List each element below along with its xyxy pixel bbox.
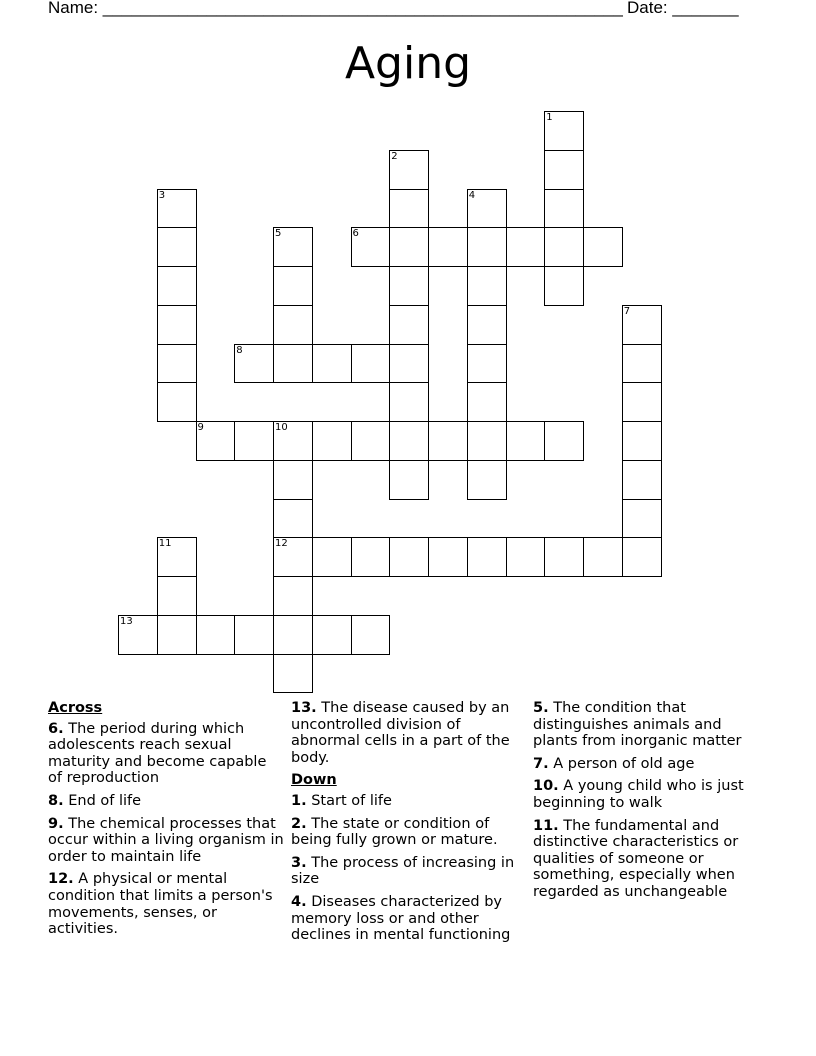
grid-cell[interactable] xyxy=(622,460,662,500)
grid-cell[interactable] xyxy=(312,537,352,577)
name-label: Name: xyxy=(48,0,103,17)
grid-cell[interactable] xyxy=(273,499,313,539)
clue-down-4: 4. Diseases characterized by memory loss or and other declines in mental functioning xyxy=(291,893,511,944)
grid-cell[interactable] xyxy=(467,227,507,267)
clue-down-1: 1. Start of life xyxy=(291,792,392,809)
grid-cell[interactable] xyxy=(312,615,352,655)
grid-cell[interactable] xyxy=(506,421,546,461)
grid-cell[interactable] xyxy=(389,227,429,267)
grid-cell[interactable] xyxy=(467,382,507,422)
grid-cell[interactable] xyxy=(544,111,584,151)
grid-cell[interactable] xyxy=(583,537,623,577)
grid-cell[interactable] xyxy=(118,615,158,655)
grid-cell[interactable] xyxy=(273,576,313,616)
grid-cell[interactable] xyxy=(389,537,429,577)
grid-cell[interactable] xyxy=(389,189,429,229)
clue-number: 13 xyxy=(120,615,133,627)
grid-cell[interactable] xyxy=(389,266,429,306)
grid-cell[interactable] xyxy=(622,305,662,345)
down-heading: Down xyxy=(291,772,337,789)
grid-cell[interactable] xyxy=(157,576,197,616)
grid-cell[interactable] xyxy=(157,382,197,422)
grid-cell[interactable] xyxy=(467,344,507,384)
grid-cell[interactable] xyxy=(622,344,662,384)
clue-number: 3 xyxy=(158,189,166,201)
clue-number: 2 xyxy=(391,150,398,162)
grid-cell[interactable] xyxy=(506,537,546,577)
clue-number: 10 xyxy=(275,422,288,433)
clue-number: 1 xyxy=(546,112,553,123)
clue-across-13: 13. The disease caused by an uncontrolled division of abnormal cells in a part of the body. xyxy=(291,700,510,766)
grid-cell[interactable] xyxy=(273,615,313,655)
grid-cell[interactable] xyxy=(622,382,662,422)
grid-cell[interactable] xyxy=(273,460,313,500)
grid-cell[interactable] xyxy=(544,266,584,306)
grid-cell[interactable] xyxy=(467,460,507,500)
clues-column-1 xyxy=(48,700,284,944)
clue-number: 5 xyxy=(275,228,282,240)
grid-cell[interactable] xyxy=(273,266,313,306)
clue-number: 6 xyxy=(352,228,359,240)
grid-cell[interactable] xyxy=(544,189,584,229)
clue-across-12: 12. A physical or mental condition that limits a person's movements, senses, or activities. xyxy=(48,871,273,938)
date-line[interactable]: _______ xyxy=(672,0,739,17)
grid-cell[interactable] xyxy=(196,615,236,655)
grid-cell[interactable] xyxy=(467,189,507,229)
grid-cell[interactable] xyxy=(622,537,662,577)
grid-cell[interactable] xyxy=(389,150,429,190)
grid-cell[interactable] xyxy=(544,421,584,461)
grid-cell[interactable] xyxy=(312,421,352,461)
clue-down-7: 7. A person of old age xyxy=(533,755,695,772)
grid-cell[interactable] xyxy=(273,305,313,345)
clue-number: 9 xyxy=(197,422,204,433)
clue-across-9: 9. The chemical processes that occur within a living organism in order to maintain life xyxy=(48,815,284,865)
grid-cell[interactable] xyxy=(351,421,391,461)
grid-cell[interactable] xyxy=(389,460,429,500)
grid-cell[interactable] xyxy=(351,537,391,577)
grid-cell[interactable] xyxy=(351,227,391,267)
grid-cell[interactable] xyxy=(157,344,197,384)
clue-number: 8 xyxy=(236,344,243,356)
clue-number: 11 xyxy=(158,538,172,550)
grid-cell[interactable] xyxy=(622,421,662,461)
clue-down-5: 5. The condition that distinguishes animals and plants from inorganic matter xyxy=(533,700,742,750)
grid-cell[interactable] xyxy=(467,537,507,577)
grid-cell[interactable] xyxy=(157,615,197,655)
grid-cell[interactable] xyxy=(467,305,507,345)
grid-cell[interactable] xyxy=(273,654,313,694)
clue-down-2: 2. The state or condition of being fully grown or mature. xyxy=(291,815,498,849)
grid-cell[interactable] xyxy=(157,189,197,229)
grid-cell[interactable] xyxy=(389,382,429,422)
clues-column-2 xyxy=(291,700,527,950)
grid-cell[interactable] xyxy=(234,615,274,655)
grid-cell[interactable] xyxy=(351,344,391,384)
grid-cell[interactable] xyxy=(157,266,197,306)
grid-cell[interactable] xyxy=(273,344,313,384)
grid-cell[interactable] xyxy=(234,344,274,384)
grid-cell[interactable] xyxy=(467,421,507,461)
grid-cell[interactable] xyxy=(389,305,429,345)
grid-cell[interactable] xyxy=(157,227,197,267)
grid-cell[interactable] xyxy=(312,344,352,384)
clue-number: 4 xyxy=(468,189,476,201)
grid-cell[interactable] xyxy=(506,227,546,267)
grid-cell[interactable] xyxy=(157,537,197,577)
clue-down-10: 10. A young child who is just beginning to walk xyxy=(533,778,744,811)
grid-cell[interactable] xyxy=(196,421,236,461)
page-title: Aging xyxy=(344,38,472,89)
grid-cell[interactable] xyxy=(544,227,584,267)
clues-column-3 xyxy=(533,700,769,907)
grid-cell[interactable] xyxy=(428,421,468,461)
grid-cell[interactable] xyxy=(389,421,429,461)
grid-cell[interactable] xyxy=(583,227,623,267)
grid-cell[interactable] xyxy=(622,499,662,539)
grid-cell[interactable] xyxy=(273,227,313,267)
grid-cell[interactable] xyxy=(351,615,391,655)
grid-cell[interactable] xyxy=(273,537,313,577)
grid-cell[interactable] xyxy=(544,150,584,190)
grid-cell[interactable] xyxy=(157,305,197,345)
name-line[interactable]: _______________________________________________________ xyxy=(102,0,623,17)
grid-cell[interactable] xyxy=(428,227,468,267)
clue-across-8: 8. End of life xyxy=(48,792,142,809)
grid-cell[interactable] xyxy=(273,421,313,461)
grid-cell[interactable] xyxy=(467,266,507,306)
grid-cell[interactable] xyxy=(544,537,584,577)
grid-cell[interactable] xyxy=(428,537,468,577)
clue-number: 7 xyxy=(623,305,631,317)
grid-cell[interactable] xyxy=(234,421,274,461)
date-label: Date: xyxy=(627,0,673,17)
across-heading: Across xyxy=(48,700,103,716)
clue-down-11: 11. The fundamental and distinctive characteristics or qualities of someone or something, especially when regarded as unchangeable xyxy=(533,817,739,900)
clue-across-6: 6. The period during which adolescents reach sexual maturity and become capable of reproduction xyxy=(48,720,267,787)
clue-number: 12 xyxy=(275,538,288,550)
grid-cell[interactable] xyxy=(389,344,429,384)
clue-down-3: 3. The process of increasing in size xyxy=(291,854,515,888)
